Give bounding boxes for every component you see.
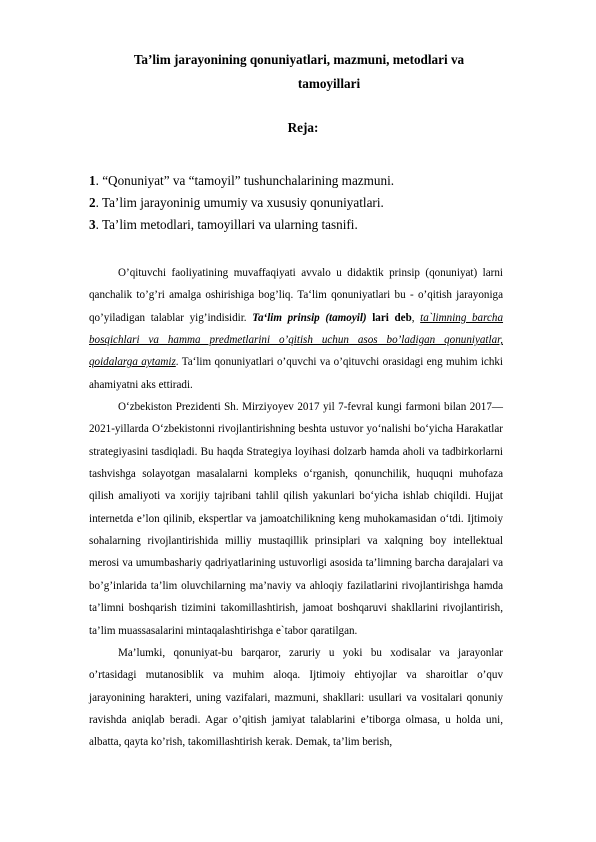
paragraph-text: . Ta‘lim qonuniyatlari o’quvchi va o’qituvchi orasidagi eng muhim ichki ahamiyatni aks ettiradi. xyxy=(89,356,503,391)
plan-item-number: 3 xyxy=(89,217,96,232)
plan-item-text: . “Qonuniyat” va “tamoyil” tushunchalarining mazmuni. xyxy=(95,173,395,188)
plan-item-text: . Ta’lim jarayoninig umumiy va xususiy qonuniyatlari. xyxy=(95,195,384,210)
plan-item-text: . Ta’lim metodlari, tamoyillari va ularning tasnifi. xyxy=(95,217,358,232)
paragraph-text: , xyxy=(411,311,421,324)
paragraph-text: O’qituvchi faoliyatining muvaffaqiyati avvalo u didaktik prinsip (qonuniyat) larni qanchalik to’g’ri amalga oshirishiga bog’liq. Ta‘lim qonuniyatlari bu - o’qitish jarayoniga qo’yiladigan talablar yig’indisidir. xyxy=(89,267,503,324)
plan-item-2 xyxy=(89,192,549,214)
document-title-line1: Ta’lim jarayonining qonuniyatlari, mazmuni, metodlari va xyxy=(133,52,465,67)
plan-item-number: 2 xyxy=(89,195,96,210)
plan-item-number: 1 xyxy=(89,173,96,188)
definition-text: ta`limning barcha bosqichlari va hamma predmetlarini o’qitish uchun asos bo’ladigan qonuniyatlar, qoidalarga aytamiz xyxy=(89,311,504,369)
paragraph-1 xyxy=(89,262,503,396)
emphasis-suffix: lari deb xyxy=(366,311,412,324)
plan-item-1 xyxy=(89,170,549,192)
plan-heading: Reja: xyxy=(287,120,319,135)
document-title-line2: tamoyillari xyxy=(297,76,361,91)
emphasis-term: Ta‘lim prinsip (tamoyil) xyxy=(252,311,367,324)
paragraph-3: Ma’lumki, qonuniyat-bu barqaror, zaruriy u yoki bu xodisalar va jarayonlar o’rtasidagi mutanosiblik va muhim aloqa. Ijtimoiy ehtiyojlar va sharoitlar o’quv jarayonining harakteri, uning vazifalari, mazmuni, shakllari: usullari va vositalari qonuniy ravishda aniqlab beradi. Agar o’qitish jamiyat talablarini e’tiborga olmasa, u holda uni, albatta, qayta ko’rish, takomillashtirish kerak. Demak, ta’lim berish, xyxy=(89,646,503,749)
plan-item-3 xyxy=(89,214,549,236)
document-body xyxy=(89,262,503,754)
paragraph-2: O‘zbekiston Prezidenti Sh. Mirziyoyev 2017 yil 7-fevral kungi farmoni bilan 2017—2021-yillarda O‘zbekistonni rivojlantirishning beshta ustuvor yo‘nalishi bo‘yicha Harakatlar strategiyasini tasdiqladi. Bu haqda Strategiya loyihasi dolzarb hamda aholi va tadbirkorlarni tashvishga solayotgan masalalarni kompleks o‘rganish, qonunchilik, huquqni muhofaza qilish amaliyoti va xorijiy tajribani tahlil qilish yakunlari bo‘yicha ishlab chiqildi. Hujjat internetda e’lon qilinib, ekspertlar va jamoatchilikning keng muhokamasidan o‘tdi. Ijtimoiy sohalarning rivojlantirishida milliy mustaqillik prinsiplari va xalqning boy intellektual merosi va umumbashariy qadriyatlarining ustuvorligi asosida ta’limning barcha darajalari va bo’g’inlarida ta’lim oluvchilarning ma’naviy va ahloqiy fazilatlarini rivojlantirishga hamda ta’limni boshqarish tizimini takomillashtirish, jamoat boshqaruvi shakllarini rivojlantirish, ta’lim muassasalarini mintaqalashtirishga e`tabor qaratilgan. xyxy=(89,401,503,637)
